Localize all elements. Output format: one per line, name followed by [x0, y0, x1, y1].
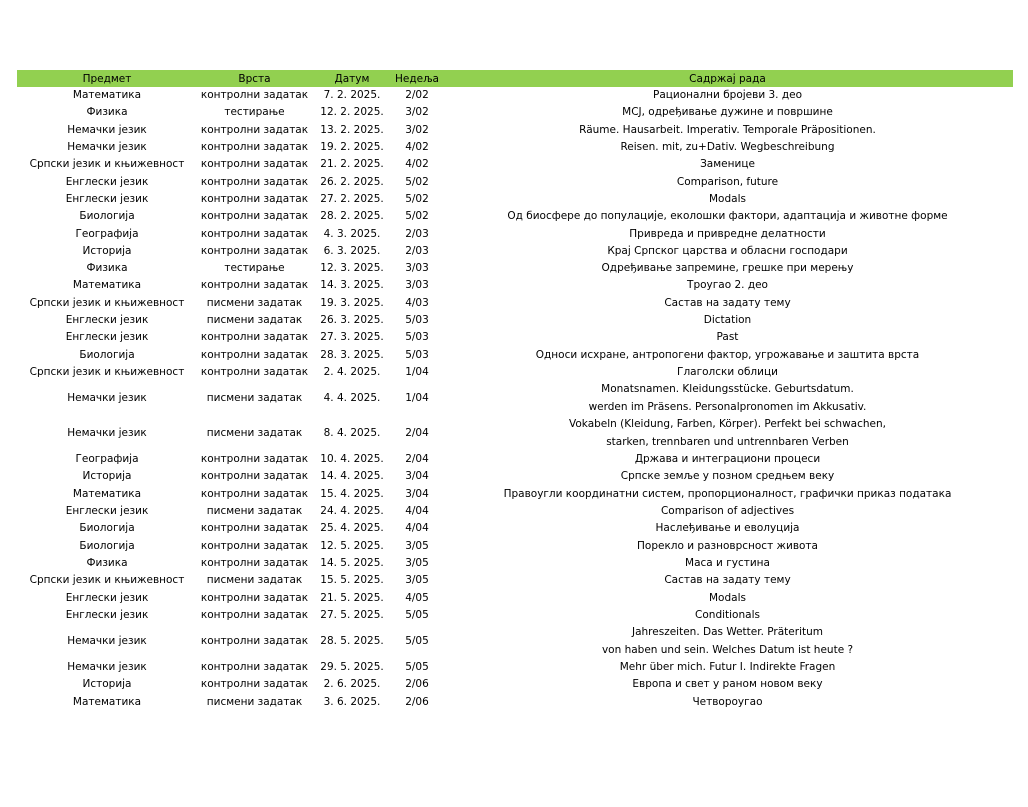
cell-date: 8. 4. 2025. [323, 426, 381, 439]
cell-date: 12. 2. 2025. [320, 106, 384, 119]
table-row [17, 694, 1013, 711]
cell-type: писмени задатак [206, 695, 303, 708]
cell-date: 26. 3. 2025. [320, 314, 384, 326]
header-week: Недеља [392, 70, 442, 87]
cell-type: контролни задатак [200, 279, 309, 292]
cell-week: 5/02 [405, 175, 429, 188]
cell-subject: Енглески језик [65, 505, 149, 518]
cell-date: 25. 4. 2025. [320, 522, 384, 535]
cell-date: 15. 4. 2025. [320, 487, 384, 500]
cell-content [442, 173, 1013, 190]
cell-type: контролни задатак [200, 141, 309, 154]
table-row [17, 624, 1013, 659]
content-line: Past [716, 331, 739, 344]
cell-content [442, 277, 1013, 294]
cell-date: 3. 6. 2025. [323, 695, 381, 708]
cell-date: 12. 3. 2025. [320, 262, 384, 275]
cell-type: писмени задатак [206, 314, 303, 326]
cell-content [442, 312, 1013, 329]
cell-type: контролни задатак [200, 661, 309, 674]
content-line: Comparison, future [676, 175, 779, 188]
cell-content [442, 346, 1013, 363]
cell-week: 3/05 [405, 539, 429, 552]
cell-week: 2/03 [405, 244, 429, 257]
table-row [17, 555, 1013, 572]
cell-content [442, 676, 1013, 693]
content-line: МСЈ, одређивање дужине и површине [622, 106, 833, 119]
cell-type: писмени задатак [206, 574, 303, 587]
cell-content [442, 364, 1013, 381]
cell-subject: Физика [86, 556, 128, 569]
cell-week: 3/02 [405, 123, 429, 136]
cell-content [442, 538, 1013, 555]
cell-subject: Српски језик и књижевност [29, 296, 185, 309]
table-row [17, 451, 1013, 468]
cell-subject: Енглески језик [65, 331, 149, 344]
cell-date: 19. 2. 2025. [320, 141, 384, 154]
cell-week: 2/02 [405, 89, 429, 102]
cell-date: 19. 3. 2025. [320, 296, 384, 309]
content-line: Наслеђивање и еволуција [655, 522, 800, 535]
cell-week: 2/06 [405, 678, 429, 691]
cell-subject: Енглески језик [65, 591, 149, 604]
cell-content [442, 225, 1013, 242]
cell-date: 14. 3. 2025. [320, 279, 384, 292]
content-line: Рационални бројеви 3. део [653, 89, 802, 102]
cell-week: 5/03 [405, 348, 429, 361]
cell-date: 27. 3. 2025. [320, 331, 384, 344]
cell-content [442, 572, 1013, 589]
content-line: Троугао 2. део [687, 279, 768, 292]
cell-content [442, 87, 1013, 104]
cell-subject: Математика [72, 89, 142, 102]
content-line: Четвороугао [692, 695, 763, 708]
cell-subject: Српски језик и књижевност [29, 158, 185, 171]
content-line: Крај Српског царства и обласни господари [607, 244, 848, 257]
cell-type: контролни задатак [200, 244, 309, 257]
table-row [17, 538, 1013, 555]
cell-week: 1/04 [405, 365, 429, 378]
cell-content [442, 520, 1013, 537]
content-line: Глаголски облици [677, 365, 778, 378]
cell-date: 14. 4. 2025. [320, 470, 384, 483]
content-line: Reisen. mit, zu+Dativ. Wegbeschreibung [620, 141, 835, 154]
table-row [17, 122, 1013, 139]
cell-subject: Физика [86, 262, 128, 275]
table-row [17, 329, 1013, 346]
cell-type: контролни задатак [200, 678, 309, 691]
cell-content [442, 694, 1013, 711]
header-date: Датум [312, 70, 392, 87]
cell-week: 3/03 [405, 262, 429, 275]
table-body [17, 87, 1013, 711]
cell-type: тестирање [224, 262, 285, 275]
table-row [17, 676, 1013, 693]
cell-week: 3/05 [405, 574, 429, 587]
table-row [17, 173, 1013, 190]
cell-type: контролни задатак [200, 158, 309, 171]
cell-week: 5/03 [405, 331, 429, 344]
cell-type: контролни задатак [200, 470, 309, 483]
cell-type: контролни задатак [200, 365, 309, 378]
table-row [17, 208, 1013, 225]
cell-subject: Географија [75, 227, 139, 240]
content-line: Маса и густина [685, 556, 770, 569]
cell-content [442, 260, 1013, 277]
cell-date: 15. 5. 2025. [320, 574, 384, 587]
table-row [17, 295, 1013, 312]
table-row [17, 156, 1013, 173]
cell-week: 3/02 [405, 106, 429, 119]
cell-content [442, 191, 1013, 208]
cell-week: 3/04 [405, 487, 429, 500]
cell-type: тестирање [224, 106, 285, 119]
cell-subject: Немачки језик [67, 661, 147, 674]
cell-week: 4/02 [405, 158, 429, 171]
cell-subject: Биологија [79, 348, 135, 361]
cell-content [442, 624, 1013, 659]
content-line: Comparison of adjectives [660, 505, 795, 518]
cell-date: 2. 6. 2025. [323, 678, 381, 691]
table-row [17, 364, 1013, 381]
cell-type: контролни задатак [200, 522, 309, 535]
cell-type: контролни задатак [200, 487, 309, 500]
table-row [17, 589, 1013, 606]
cell-week: 5/03 [405, 314, 429, 326]
cell-type: контролни задатак [200, 227, 309, 240]
content-line: Заменице [700, 158, 755, 171]
cell-type: контролни задатак [200, 608, 309, 621]
table-row [17, 225, 1013, 242]
content-line: Српске земље у позном средњем веку [620, 470, 835, 483]
table-row [17, 191, 1013, 208]
content-line: Порекло и разноврсност живота [637, 539, 818, 552]
cell-subject: Немачки језик [67, 634, 147, 647]
header-type: Врста [197, 70, 312, 87]
cell-type: писмени задатак [206, 505, 303, 518]
cell-content [442, 451, 1013, 468]
cell-subject: Математика [72, 279, 142, 292]
cell-subject: Историја [82, 244, 132, 257]
cell-subject: Енглески језик [65, 314, 149, 326]
cell-type: контролни задатак [200, 175, 309, 188]
cell-week: 2/04 [405, 426, 429, 439]
cell-week: 5/05 [405, 634, 429, 647]
cell-date: 27. 2. 2025. [320, 192, 384, 205]
table-row [17, 520, 1013, 537]
table-row [17, 277, 1013, 294]
table-row [17, 659, 1013, 676]
cell-type: контролни задатак [200, 539, 309, 552]
cell-date: 26. 2. 2025. [320, 175, 384, 188]
content-line: Правоугли координатни систем, пропорционалност, графички приказ података [503, 487, 952, 500]
content-line: Dictation [703, 314, 752, 326]
cell-type: контролни задатак [200, 634, 309, 647]
cell-week: 5/05 [405, 608, 429, 621]
cell-date: 4. 4. 2025. [323, 391, 381, 404]
table-row [17, 260, 1013, 277]
cell-date: 14. 5. 2025. [320, 556, 384, 569]
cell-content [442, 139, 1013, 156]
cell-week: 4/03 [405, 296, 429, 309]
cell-subject: Биологија [79, 522, 135, 535]
cell-date: 12. 5. 2025. [320, 539, 384, 552]
cell-week: 4/04 [405, 505, 429, 518]
cell-week: 3/04 [405, 470, 429, 483]
cell-date: 13. 2. 2025. [320, 123, 384, 136]
cell-week: 3/05 [405, 556, 429, 569]
cell-content [442, 468, 1013, 485]
content-line: Европа и свет у раном новом веку [632, 678, 823, 691]
table-row [17, 607, 1013, 624]
table-row [17, 87, 1013, 104]
cell-type: контролни задатак [200, 89, 309, 102]
cell-subject: Енглески језик [65, 175, 149, 188]
content-line: Одређивање запремине, грешке при мерењу [601, 262, 854, 275]
cell-content [442, 416, 1013, 451]
cell-subject: Математика [72, 487, 142, 500]
cell-date: 10. 4. 2025. [320, 453, 384, 466]
header-content: Садржај рада [442, 70, 1013, 87]
cell-week: 3/03 [405, 279, 429, 292]
cell-week: 2/03 [405, 227, 429, 240]
cell-subject: Биологија [79, 539, 135, 552]
cell-date: 2. 4. 2025. [323, 365, 381, 378]
cell-content [442, 555, 1013, 572]
cell-subject: Историја [82, 470, 132, 483]
content-line: Односи исхране, антропогени фактор, угрожавање и заштита врста [535, 348, 920, 361]
cell-content [442, 156, 1013, 173]
cell-content [442, 295, 1013, 312]
content-line: Од биосфере до популације, еколошки фактори, адаптација и животне форме [507, 210, 948, 223]
cell-content [442, 607, 1013, 624]
cell-subject: Немачки језик [67, 391, 147, 404]
cell-date: 24. 4. 2025. [320, 505, 384, 518]
table-row [17, 572, 1013, 589]
content-line: Jahreszeiten. Das Wetter. Präteritum [632, 626, 823, 639]
table-row [17, 381, 1013, 416]
content-line: Састав на задату тему [664, 296, 791, 309]
cell-subject: Биологија [79, 210, 135, 223]
cell-subject: Немачки језик [67, 123, 147, 136]
cell-type: контролни задатак [200, 210, 309, 223]
cell-content [442, 329, 1013, 346]
cell-content [442, 503, 1013, 520]
cell-date: 7. 2. 2025. [323, 89, 381, 102]
cell-type: писмени задатак [206, 391, 303, 404]
content-line: Привреда и привредне делатности [629, 227, 826, 240]
cell-content [442, 208, 1013, 225]
cell-content [442, 122, 1013, 139]
table-row [17, 346, 1013, 363]
cell-type: писмени задатак [206, 296, 303, 309]
cell-week: 4/04 [405, 522, 429, 535]
cell-subject: Географија [75, 453, 139, 466]
cell-type: контролни задатак [200, 453, 309, 466]
cell-content [442, 486, 1013, 503]
cell-subject: Физика [86, 106, 128, 119]
content-line: Држава и интеграциони процеси [634, 453, 821, 466]
cell-content [442, 381, 1013, 416]
cell-subject: Немачки језик [67, 141, 147, 154]
cell-type: писмени задатак [206, 426, 303, 439]
cell-date: 29. 5. 2025. [320, 661, 384, 674]
cell-week: 2/04 [405, 453, 429, 466]
cell-subject: Српски језик и књижевност [29, 574, 185, 587]
table-row [17, 312, 1013, 329]
cell-date: 21. 5. 2025. [320, 591, 384, 604]
cell-subject: Математика [72, 695, 142, 708]
content-line: Modals [709, 591, 746, 604]
table-row [17, 139, 1013, 156]
cell-subject: Енглески језик [65, 608, 149, 621]
cell-type: контролни задатак [200, 556, 309, 569]
cell-subject: Српски језик и књижевност [29, 365, 185, 378]
content-line: Modals [709, 192, 746, 205]
table-row [17, 416, 1013, 451]
cell-subject: Немачки језик [67, 426, 147, 439]
content-line: Räume. Hausarbeit. Imperativ. Temporale Präpositionen. [579, 123, 876, 136]
cell-week: 2/06 [405, 695, 429, 708]
table-row [17, 243, 1013, 260]
cell-date: 27. 5. 2025. [320, 608, 384, 621]
cell-type: контролни задатак [200, 591, 309, 604]
content-line: Vokabeln (Kleidung, Farben, Körper). Perfekt bei schwachen, [569, 418, 886, 431]
cell-week: 1/04 [405, 391, 429, 404]
cell-week: 5/02 [405, 192, 429, 205]
cell-date: 28. 3. 2025. [320, 348, 384, 361]
cell-date: 28. 5. 2025. [320, 634, 384, 647]
cell-date: 21. 2. 2025. [320, 158, 384, 171]
header-subject: Предмет [17, 70, 197, 87]
cell-week: 5/05 [405, 661, 429, 674]
content-line: Conditionals [695, 608, 760, 621]
content-line: von haben und sein. Welches Datum ist heute ? [601, 643, 854, 656]
cell-week: 4/02 [405, 141, 429, 154]
cell-content [442, 104, 1013, 121]
cell-content [442, 243, 1013, 260]
cell-subject: Историја [82, 678, 132, 691]
cell-week: 5/02 [405, 210, 429, 223]
cell-type: контролни задатак [200, 192, 309, 205]
table-row [17, 486, 1013, 503]
schedule-sheet [17, 70, 1013, 711]
content-line: Mehr über mich. Futur I. Indirekte Fragen [619, 661, 836, 674]
cell-date: 6. 3. 2025. [323, 244, 381, 257]
cell-type: контролни задатак [200, 123, 309, 136]
content-line: Monatsnamen. Kleidungsstücke. Geburtsdatum. [601, 383, 854, 396]
cell-subject: Енглески језик [65, 192, 149, 205]
content-line: starken, trennbaren und untrennbaren Verben [606, 435, 849, 448]
cell-date: 28. 2. 2025. [320, 210, 384, 223]
cell-content [442, 589, 1013, 606]
cell-type: контролни задатак [200, 348, 309, 361]
cell-date: 4. 3. 2025. [323, 227, 381, 240]
header-row [17, 70, 1013, 87]
table-row [17, 503, 1013, 520]
cell-content [442, 659, 1013, 676]
table-row [17, 104, 1013, 121]
cell-week: 4/05 [405, 591, 429, 604]
cell-type: контролни задатак [200, 331, 309, 344]
schedule-table [17, 70, 1013, 711]
content-line: werden im Präsens. Personalpronomen im Akkusativ. [588, 400, 867, 413]
content-line: Састав на задату тему [664, 574, 791, 587]
table-row [17, 468, 1013, 485]
